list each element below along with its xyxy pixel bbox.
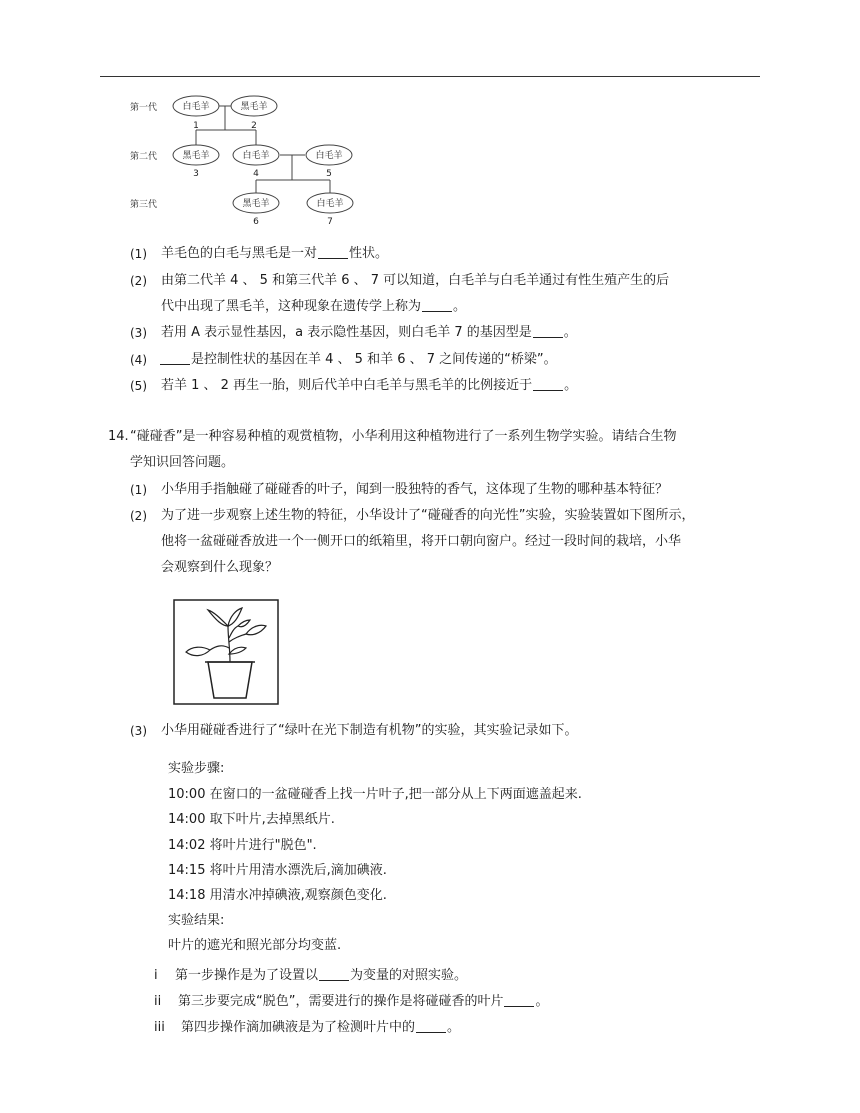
q14-number: 14. bbox=[108, 429, 129, 444]
record-steps-title: 实验步骤: bbox=[168, 761, 225, 776]
gen1-label: 第一代 bbox=[130, 103, 158, 113]
answer-blank[interactable] bbox=[416, 1019, 446, 1033]
q13-4-text: 是控制性状的基因在羊 4 、 5 和羊 6 、 7 之间传递的“桥梁”。 bbox=[159, 351, 557, 369]
q14-2-line2: 他将一盆碰碰香放进一个一侧开口的纸箱里，将开口朝向窗户。经过一段时间的栽培，小华 bbox=[161, 534, 682, 549]
q14-stem-line2: 学知识回答问题。 bbox=[130, 455, 235, 470]
sheep-5 bbox=[306, 145, 352, 179]
svg-text:白毛羊: 白毛羊 bbox=[315, 151, 343, 161]
answer-blank[interactable] bbox=[533, 324, 563, 338]
roman-ii-text: 第三步要完成“脱色”，需要进行的操作是将碰碰香的叶片 。 bbox=[178, 994, 549, 1009]
svg-text:黑毛羊: 黑毛羊 bbox=[240, 102, 268, 112]
record-step-5: 14:18 用清水冲掉碘液,观察颜色变化. bbox=[168, 888, 387, 903]
answer-blank[interactable] bbox=[160, 351, 190, 365]
q14-2-line3: 会观察到什么现象？ bbox=[161, 560, 279, 575]
q14-2-line1: 为了进一步观察上述生物的特征，小华设计了“碰碰香的向光性”实验，实验装置如下图所示， bbox=[161, 508, 695, 523]
record-result: 叶片的遮光和照光部分均变蓝. bbox=[168, 938, 342, 953]
record-step-2: 14:00 取下叶片,去掉黑纸片. bbox=[168, 812, 335, 827]
sheep-6 bbox=[233, 193, 279, 227]
record-step-1: 10:00 在窗口的一盆碰碰香上找一片叶子,把一部分从上下两面遮盖起来. bbox=[168, 787, 582, 802]
svg-text:4: 4 bbox=[253, 169, 259, 179]
answer-blank[interactable] bbox=[319, 967, 349, 981]
q13-1-num: (1) bbox=[130, 247, 147, 261]
sheep-4 bbox=[233, 145, 279, 179]
q13-3-num: (3) bbox=[130, 326, 147, 340]
q13-5-num: (5) bbox=[130, 379, 147, 393]
q13-2-line2: 代中出现了黑毛羊，这种现象在遗传学上称为 。 bbox=[161, 299, 467, 314]
answer-blank[interactable] bbox=[422, 298, 452, 312]
q13-3-text: 若用 A 表示显性基因，a 表示隐性基因，则白毛羊 7 的基因型是 。 bbox=[161, 325, 577, 340]
svg-text:白毛羊: 白毛羊 bbox=[316, 199, 344, 209]
q14-3-text: 小华用碰碰香进行了“绿叶在光下制造有机物”的实验，其实验记录如下。 bbox=[161, 723, 578, 738]
roman-iii-text: 第四步操作滴加碘液是为了检测叶片中的 。 bbox=[181, 1020, 461, 1035]
q14-3-num: (3) bbox=[130, 724, 147, 738]
svg-text:6: 6 bbox=[253, 217, 259, 227]
answer-blank[interactable] bbox=[504, 993, 534, 1007]
roman-ii-num: ii bbox=[154, 994, 162, 1009]
svg-text:5: 5 bbox=[326, 169, 332, 179]
svg-text:1: 1 bbox=[193, 121, 199, 131]
pedigree-diagram bbox=[120, 88, 370, 228]
record-result-title: 实验结果: bbox=[168, 913, 225, 928]
header-rule bbox=[100, 76, 760, 77]
sheep-1 bbox=[173, 96, 219, 131]
plant-box-illustration bbox=[172, 598, 282, 708]
answer-blank[interactable] bbox=[318, 245, 348, 259]
q14-stem-line1: “碰碰香”是一种容易种植的观赏植物，小华利用这种植物进行了一系列生物学实验。请结合生物 bbox=[130, 429, 677, 444]
sheep-7 bbox=[307, 193, 353, 227]
svg-text:3: 3 bbox=[193, 169, 199, 179]
svg-text:7: 7 bbox=[327, 217, 333, 227]
q14-2-num: (2) bbox=[130, 509, 147, 523]
sheep-2 bbox=[231, 96, 277, 131]
gen2-label: 第二代 bbox=[130, 152, 158, 162]
svg-text:白毛羊: 白毛羊 bbox=[242, 151, 270, 161]
gen3-label: 第三代 bbox=[130, 200, 158, 210]
svg-text:2: 2 bbox=[251, 121, 257, 131]
svg-text:黑毛羊: 黑毛羊 bbox=[242, 199, 270, 209]
roman-iii-num: iii bbox=[154, 1020, 165, 1035]
q13-1-text: 羊毛色的白毛与黑毛是一对 性状。 bbox=[161, 246, 389, 261]
q14-1-num: (1) bbox=[130, 483, 147, 497]
sheep-3 bbox=[173, 145, 219, 179]
roman-i-num: i bbox=[154, 968, 158, 983]
q13-4-num: (4) bbox=[130, 353, 147, 367]
svg-text:黑毛羊: 黑毛羊 bbox=[182, 151, 210, 161]
record-step-3: 14:02 将叶片进行"脱色". bbox=[168, 838, 317, 853]
q14-1-text: 小华用手指触碰了碰碰香的叶子，闻到一股独特的香气，这体现了生物的哪种基本特征？ bbox=[161, 482, 669, 497]
q13-2-line1: 由第二代羊 4 、 5 和第三代羊 6 、 7 可以知道，白毛羊与白毛羊通过有性生殖产生的后 bbox=[161, 273, 670, 288]
roman-i-text: 第一步操作是为了设置以 为变量的对照实验。 bbox=[175, 968, 468, 983]
q13-2-num: (2) bbox=[130, 274, 147, 288]
answer-blank[interactable] bbox=[533, 377, 563, 391]
q13-5-text: 若羊 1 、 2 再生一胎，则后代羊中白毛羊与黑毛羊的比例接近于 。 bbox=[161, 378, 578, 393]
svg-text:白毛羊: 白毛羊 bbox=[182, 102, 210, 112]
record-step-4: 14:15 将叶片用清水漂洗后,滴加碘液. bbox=[168, 863, 387, 878]
